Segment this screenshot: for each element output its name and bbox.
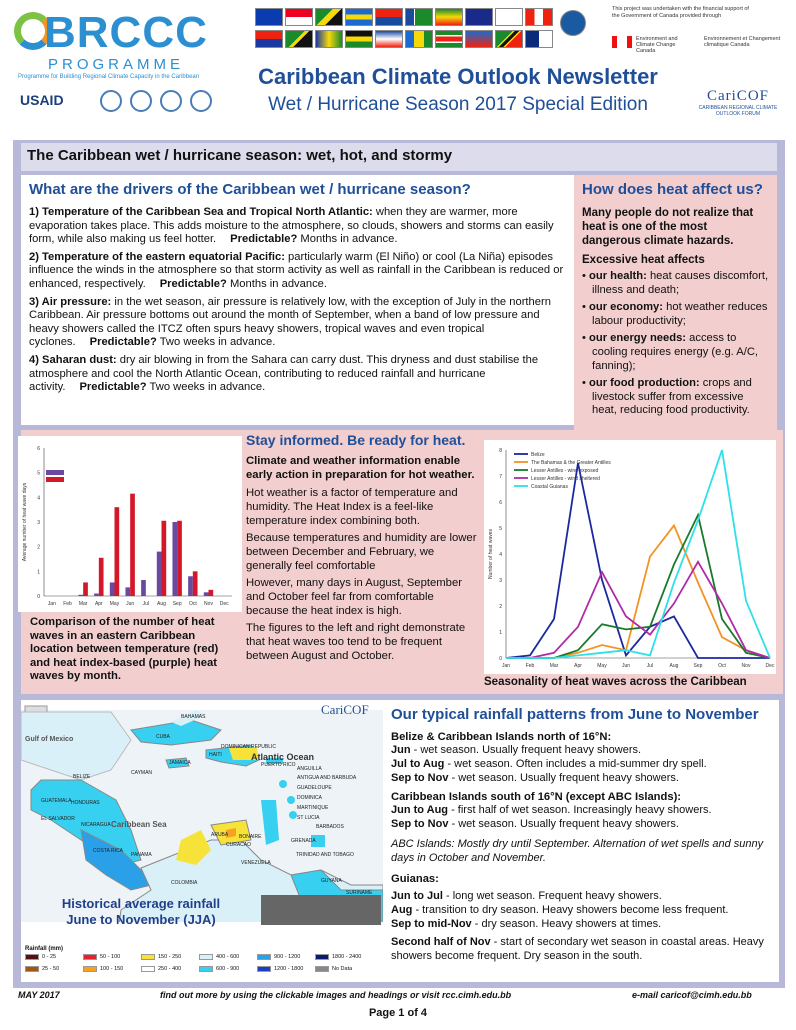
region-title: Caribbean Islands south of 16°N (except ABC Islands):: [391, 791, 682, 803]
region-title: Belize & Caribbean Islands north of 16°N:: [391, 731, 612, 743]
x-tick-label: Mar: [549, 663, 559, 669]
legend-swatch: [46, 477, 64, 482]
legend-item: [315, 954, 361, 960]
caricof-logo[interactable]: [690, 88, 786, 117]
drivers-section: [21, 175, 574, 425]
page-number: Page 1 of 4: [368, 1007, 428, 1019]
driver-text: when they are warmer, more evaporation takes place. This adds moisture to the atmosphere, so clouds, showers and storms can easily form, while also making us feel hotter.: [29, 206, 554, 246]
legend-label: 150 - 250: [158, 954, 182, 960]
x-tick-label: Feb: [525, 663, 535, 669]
flag-icon: [405, 30, 433, 48]
heat-heading[interactable]: How does heat affect us?: [582, 181, 763, 198]
pattern-period: Aug: [391, 904, 413, 916]
map-label: MARTINIQUE: [297, 805, 329, 811]
x-tick-label: Mar: [78, 601, 88, 607]
pattern-line: [391, 757, 771, 771]
legend-swatch: [257, 954, 271, 960]
driver-item: [29, 354, 566, 395]
abc-note: ABC Islands: Mostly dry until September. Alternation of wet spells and sunny days in October and November.: [391, 838, 764, 864]
heat-item-text: access to cooling requires energy (e.g. A/C, fanning);: [592, 332, 759, 372]
footer-link[interactable]: find out more by using the clickable images and headings or visit rcc.cimh.edu.bb: [160, 990, 512, 1000]
pattern-desc: - dry season. Heavy showers at times.: [471, 918, 662, 930]
bar: [188, 576, 193, 596]
stay-paragraph: The figures to the left and right demonstrate that heat waves too tend to be frequent between August and October.: [246, 622, 466, 662]
gfcs-logo-icon[interactable]: [190, 90, 212, 112]
map-caption-line-2: June to November (JJA): [66, 912, 216, 927]
flag-icon: [375, 30, 403, 48]
legend-item: [25, 954, 56, 960]
heat-sub: Excessive heat affects: [582, 254, 705, 266]
bar: [141, 580, 146, 596]
rainfall-heading[interactable]: Our typical rainfall patterns from June to November: [391, 706, 759, 723]
legend-label: No Data: [332, 966, 353, 972]
flag-icon: [375, 8, 403, 26]
bar: [172, 522, 177, 596]
flag-icon: [495, 30, 523, 48]
pattern-line: [391, 743, 771, 757]
legend-swatch: [199, 966, 213, 972]
stay-heading[interactable]: Stay informed. Be ready for heat.: [246, 432, 466, 448]
heat-list: [582, 270, 769, 418]
x-tick-label: May: [109, 601, 120, 607]
flag-icon: [465, 30, 493, 48]
flag-icon: [315, 30, 343, 48]
map-caption-line-1: Historical average rainfall: [61, 896, 221, 911]
pattern-period: Jun: [391, 744, 411, 756]
pattern-line: [391, 917, 771, 931]
driver-text: particularly warm (El Niño) or cool (La Niña) episodes influence the winds in the atmosphere so that storm activity as well as rainfall in the Caribbean is reduced or enhanced, respectively.: [29, 250, 564, 290]
bar: [94, 594, 99, 596]
flag-icon: [285, 8, 313, 26]
pattern-line: [391, 935, 771, 963]
flag-icon: [435, 30, 463, 48]
map-label: CAYMAN: [131, 770, 153, 776]
bar: [115, 507, 120, 596]
pattern-period: Second half of Nov: [391, 936, 491, 948]
legend-swatch: [46, 470, 64, 475]
bar-chart-caption: Comparison of the number of heat waves in an eastern Caribbean location between temperature (red) and heat index-based (purple) heat waves by month.: [30, 616, 219, 682]
y-tick-label: 0: [499, 656, 502, 662]
x-tick-label: Jan: [47, 601, 56, 607]
map-label: CURACAO: [226, 842, 252, 848]
canada-dept-en: Environment and Climate Change Canada: [636, 36, 678, 54]
y-axis-label: Number of heat waves: [488, 528, 494, 580]
stay-informed-text: [246, 432, 478, 666]
flag-icon: [345, 8, 373, 26]
map-label: Gulf of Mexico: [25, 736, 74, 743]
drivers-heading[interactable]: What are the drivers of the Caribbean wet / hurricane season?: [29, 181, 471, 198]
map-label: GUADELOUPE: [297, 785, 332, 791]
legend-swatch: [199, 954, 213, 960]
bar: [157, 552, 162, 596]
map-label: BONAIRE: [239, 834, 262, 840]
footer-email[interactable]: e-mail caricof@cimh.edu.bb: [632, 990, 752, 1000]
flag-icon: [345, 30, 373, 48]
legend-swatch: [315, 966, 329, 972]
banner-title: The Caribbean wet / hurricane season: wet, hot, and stormy: [27, 147, 453, 164]
legend-item: [83, 954, 120, 960]
map-label: DOMINICA: [297, 795, 322, 801]
pattern-desc: - transition to dry season. Heavy showers become less frequent.: [412, 904, 729, 916]
legend-item: [199, 966, 239, 972]
map-label: BAHAMAS: [181, 714, 206, 720]
legend-label: Lesser Antilles - wind sheltered: [531, 476, 600, 482]
legend-label: The Bahamas & the Greater Antilles: [531, 460, 611, 466]
map-label: Atlantic Ocean: [251, 752, 315, 762]
legend-item: [25, 966, 59, 972]
map-caricof-logo: CariCOF: [321, 702, 369, 717]
x-tick-label: Oct: [188, 601, 197, 607]
stay-lead: Climate and weather information enable early action in preparation for hot weather.: [246, 455, 475, 481]
heat-list-item: • our health: heat causes discomfort, illness and death;: [582, 270, 769, 296]
map-label: PUERTO RICO: [261, 762, 296, 768]
flag-icon: [255, 8, 283, 26]
legend-swatch: [83, 966, 97, 972]
usaid-logo[interactable]: USAID: [20, 92, 64, 108]
bar: [177, 521, 182, 596]
predictable-value: Two weeks in advance.: [146, 381, 266, 394]
pattern-period: Sep to Nov: [391, 772, 449, 784]
wmo-logo-icon[interactable]: [130, 90, 152, 112]
bar: [78, 595, 83, 596]
map-label: HONDURAS: [71, 800, 100, 806]
legend-label: 0 - 25: [42, 954, 57, 960]
pattern-desc: - start of secondary wet season in coastal areas. Heavy showers become frequent. Dry season in the south.: [391, 936, 764, 962]
pattern-desc: - long wet season. Frequent heavy showers.: [442, 890, 662, 902]
heat-item-text: crops and livestock suffer from excessive heat, reducing food productivity.: [592, 377, 752, 417]
y-tick-label: 2: [37, 544, 40, 551]
legend-label: 1200 - 1800: [274, 966, 304, 972]
legend-swatch: [83, 954, 97, 960]
pattern-line: [391, 771, 771, 785]
legend-label: 25 - 50: [42, 966, 60, 972]
legend-item: [83, 966, 123, 972]
rainfall-patterns: [383, 700, 779, 982]
predictable-value: Months in advance.: [297, 233, 398, 246]
section-banner: [21, 143, 777, 171]
legend-label: Coastal Guianas: [531, 484, 568, 490]
map-label: COSTA RICA: [93, 848, 123, 854]
map-label: JAMAICA: [169, 760, 191, 766]
legend-item: [199, 954, 239, 960]
predictable-label: Predictable?: [79, 381, 147, 394]
series-line: [506, 515, 770, 658]
brccc-programme-text: PROGRAMME: [48, 56, 185, 73]
map-label: ST LUCIA: [297, 815, 320, 821]
y-tick-label: 6: [37, 446, 40, 452]
legend-label: 1800 - 2400: [332, 954, 362, 960]
region-title: Guianas:: [391, 873, 439, 885]
legend-label: 400 - 600: [216, 954, 240, 960]
pattern-desc: - wet season. Usually frequent heavy showers.: [410, 744, 642, 756]
pattern-desc: - wet season. Usually frequent heavy showers.: [448, 772, 679, 784]
predictable-value: Months in advance.: [226, 277, 327, 290]
pattern-desc: - wet season. Often includes a mid-summer dry spell.: [444, 758, 707, 770]
legend-label: Lesser Antilles - wind exposed: [531, 468, 599, 474]
map-label: ANTIGUA AND BARBUDA: [297, 775, 357, 781]
legend-item: [141, 954, 181, 960]
bar-chart-svg: [18, 436, 242, 612]
heat-item-text: heat causes discomfort, illness and death;: [592, 270, 769, 296]
pattern-desc: - first half of wet season. Increasingly heavy showers.: [448, 804, 712, 816]
y-tick-label: 6: [499, 500, 502, 506]
rainfall-map-svg: [21, 700, 383, 982]
map-label: VENEZUELA: [241, 860, 271, 866]
map-label: EL SALVADOR: [41, 816, 75, 822]
seasonality-line-chart[interactable]: [484, 440, 776, 674]
driver-lead: 4) Saharan dust:: [29, 353, 117, 366]
stay-paragraph: Because temperatures and humidity are lower between December and February, we generally feel comfortable: [246, 532, 477, 572]
series-line: [506, 525, 770, 658]
bar: [83, 582, 88, 596]
rainfall-legend: [25, 954, 379, 980]
driver-item: [29, 251, 566, 292]
bar: [162, 521, 167, 596]
bar: [193, 571, 198, 596]
legend-label: Belize: [531, 452, 545, 458]
map-label: PANAMA: [131, 852, 152, 858]
y-tick-label: 3: [37, 520, 40, 526]
flag-icon: [525, 30, 553, 48]
flag-icon: [315, 8, 343, 26]
footer-date: MAY 2017: [18, 990, 60, 1000]
heat-item-lead: our food production:: [589, 377, 700, 390]
series-line: [506, 562, 770, 658]
canada-dept-fr: Environnement et Changement climatique Canada: [704, 36, 781, 48]
predictable-value: Two weeks in advance.: [156, 336, 276, 349]
pattern-period: Sep to mid-Nov: [391, 918, 472, 930]
canada-flag-icon: [612, 36, 632, 48]
legend-item: [257, 966, 303, 972]
x-tick-label: Oct: [718, 663, 726, 669]
y-tick-label: 7: [499, 474, 502, 480]
x-tick-label: May: [597, 663, 607, 669]
flag-icon: [405, 8, 433, 26]
map-label: DOMINICAN REPUBLIC: [221, 744, 277, 750]
pattern-desc: - wet season. Usually frequent heavy showers.: [448, 818, 679, 830]
pattern-period: Jun to Aug: [391, 804, 449, 816]
pattern-line: [391, 817, 771, 831]
legend-swatch: [25, 966, 39, 972]
x-tick-label: Sep: [172, 601, 182, 607]
map-label: NICARAGUA: [81, 822, 111, 828]
brccc-logo[interactable]: [14, 6, 224, 78]
legend-item: [315, 966, 352, 972]
map-label: SURINAME: [346, 890, 373, 896]
heat-lead: Many people do not realize that heat is one of the most dangerous climate hazards.: [582, 207, 754, 247]
map-label: Caribbean Sea: [111, 820, 167, 829]
driver-lead: 1) Temperature of the Caribbean Sea and Tropical North Atlantic:: [29, 206, 373, 218]
driver-item: [29, 206, 566, 247]
header: [0, 0, 796, 132]
heat-item-lead: our health:: [589, 270, 647, 282]
y-tick-label: 5: [37, 470, 40, 477]
legend-swatch: [257, 966, 271, 972]
map-label: ARUBA: [211, 832, 229, 838]
y-axis-label: Average number of heat wave days: [22, 482, 28, 562]
map-label: TRINIDAD AND TOBAGO: [296, 852, 354, 858]
funder-line: the Government of Canada provided through: [612, 13, 722, 19]
driver-text: in the wet season, air pressure is relatively low, with the exception of July in the northern Caribbean. Air pressure bottoms out around the month of September, when a band of low pressure and heavy showers called the ITCZ often spurs heavy showers, tropical waves and even tropical cyclones.: [29, 295, 551, 349]
flag-icon: [465, 8, 493, 26]
predictable-label: Predictable?: [89, 336, 157, 349]
x-tick-label: Apr: [94, 601, 103, 607]
x-tick-label: Aug: [157, 601, 166, 607]
bar: [130, 494, 135, 596]
heat-wave-bar-chart[interactable]: [18, 436, 242, 612]
y-tick-label: 4: [499, 552, 502, 558]
heat-list-item: • our economy: hot weather reduces labour productivity;: [582, 301, 768, 327]
legend-label: 900 - 1200: [274, 954, 301, 960]
rainfall-map[interactable]: [21, 700, 383, 982]
pattern-line: [391, 803, 771, 817]
y-tick-label: 1: [499, 630, 502, 636]
caricof-tagline: CARIBBEAN REGIONAL CLIMATE OUTLOOK FORUM: [698, 105, 778, 117]
y-tick-label: 1: [37, 569, 40, 576]
partner-logos: [20, 88, 220, 118]
y-tick-label: 2: [499, 604, 502, 610]
driver-lead: 3) Air pressure:: [29, 295, 112, 308]
bar: [99, 558, 104, 596]
map-label: BELIZE: [73, 774, 91, 780]
caricof-logo-text: CariCOF: [706, 88, 769, 104]
y-tick-label: 5: [499, 526, 502, 532]
map-caption: [21, 896, 261, 928]
map-label: HAITI: [209, 752, 222, 758]
legend-swatch: [141, 966, 155, 972]
legend-swatch: [141, 954, 155, 960]
funder-notice: [612, 6, 788, 60]
driver-lead: 2) Temperature of the eastern equatorial Pacific:: [29, 250, 285, 263]
map-label: COLOMBIA: [171, 880, 198, 886]
x-tick-label: Nov: [204, 601, 213, 607]
line-chart-svg: [484, 440, 776, 674]
legend-label: 100 - 150: [100, 966, 124, 972]
heat-list-item: • our energy needs: access to cooling requires energy (e.g. A/C, fanning);: [582, 332, 759, 372]
bar: [125, 587, 130, 596]
stay-paragraph: Hot weather is a factor of temperature and humidity. The Heat Index is a feel-like temperature index combining both.: [246, 487, 458, 527]
flag-icon: [525, 8, 553, 26]
pattern-period: Jun to Jul: [391, 890, 443, 902]
line-chart-caption: Seasonality of heat waves across the Caribbean: [484, 676, 747, 688]
member-flags: [255, 6, 595, 60]
x-tick-label: Feb: [63, 601, 72, 607]
y-tick-label: 3: [499, 578, 502, 584]
map-label: BARBADOS: [316, 824, 344, 830]
predictable-label: Predictable?: [230, 233, 298, 246]
driver-item: [29, 296, 566, 350]
legend-swatch: [25, 954, 39, 960]
pattern-period: Sep to Nov: [391, 818, 449, 830]
bar: [204, 592, 209, 596]
pattern-line: [391, 903, 771, 917]
stay-paragraph: However, many days in August, September and October feel far from comfortable because the heat index is high.: [246, 577, 463, 617]
bar: [110, 582, 115, 596]
bar: [209, 590, 214, 596]
x-tick-label: Jan: [501, 663, 511, 669]
un-logo-icon[interactable]: [100, 90, 122, 112]
heat-item-lead: our energy needs:: [589, 332, 687, 345]
predictable-label: Predictable?: [159, 277, 227, 290]
noaa-logo-icon: [560, 10, 586, 36]
x-tick-label: Dec: [219, 601, 229, 607]
legend-label: 250 - 400: [158, 966, 182, 972]
legend-label: 600 - 900: [216, 966, 240, 972]
legend-item: [257, 954, 300, 960]
y-tick-label: 4: [37, 495, 40, 502]
map-label: GRENADA: [291, 838, 316, 844]
pattern-period: Jul to Aug: [391, 758, 445, 770]
cimh-logo-icon[interactable]: [160, 90, 182, 112]
heat-list-item: • our food production: crops and livestock suffer from excessive heat, reducing food productivity.: [582, 377, 752, 417]
heat-item-text: hot weather reduces labour productivity;: [592, 301, 768, 327]
newsletter-subtitle: Wet / Hurricane Season 2017 Special Edition: [268, 94, 648, 115]
flag-icon: [435, 8, 463, 26]
driver-text: dry air blowing in from the Sahara can carry dust. This dryness and dust stabilise the atmosphere and cool the North Atlantic Ocean, contributing to reduced rainfall and hurricane activity.: [29, 353, 539, 394]
funder-line: This project was undertaken with the financial support of: [612, 6, 749, 12]
y-tick-label: 8: [499, 448, 502, 454]
x-tick-label: Nov: [741, 663, 751, 669]
flag-icon: [255, 30, 283, 48]
legend-label: 50 - 100: [100, 954, 121, 960]
x-tick-label: Aug: [669, 663, 679, 669]
heat-section: [574, 175, 777, 437]
heat-item-lead: our economy:: [589, 301, 664, 314]
x-tick-label: Sep: [693, 663, 703, 669]
legend-title: Rainfall (mm): [25, 946, 64, 952]
map-label: GUYANA: [321, 878, 342, 884]
brccc-logo-text: BRCCC: [44, 8, 208, 57]
brccc-tagline: Programme for Building Regional Climate Capacity in the Caribbean: [18, 74, 200, 80]
legend-item: [141, 966, 181, 972]
x-tick-label: Dec: [765, 663, 775, 669]
pattern-line: [391, 889, 771, 903]
x-tick-label: Jul: [646, 663, 654, 669]
map-label: CUBA: [156, 734, 170, 740]
newsletter-title: Caribbean Climate Outlook Newsletter: [258, 64, 658, 89]
flag-icon: [285, 30, 313, 48]
x-tick-label: Jul: [142, 601, 150, 607]
map-label: ANGUILLA: [297, 766, 322, 772]
map-label: GUATEMALA: [41, 798, 72, 804]
legend-swatch: [315, 954, 329, 960]
y-tick-label: 0: [37, 594, 40, 600]
flag-icon: [495, 8, 523, 26]
x-tick-label: Jun: [126, 601, 135, 607]
x-tick-label: Jun: [621, 663, 631, 669]
x-tick-label: Apr: [574, 663, 582, 669]
